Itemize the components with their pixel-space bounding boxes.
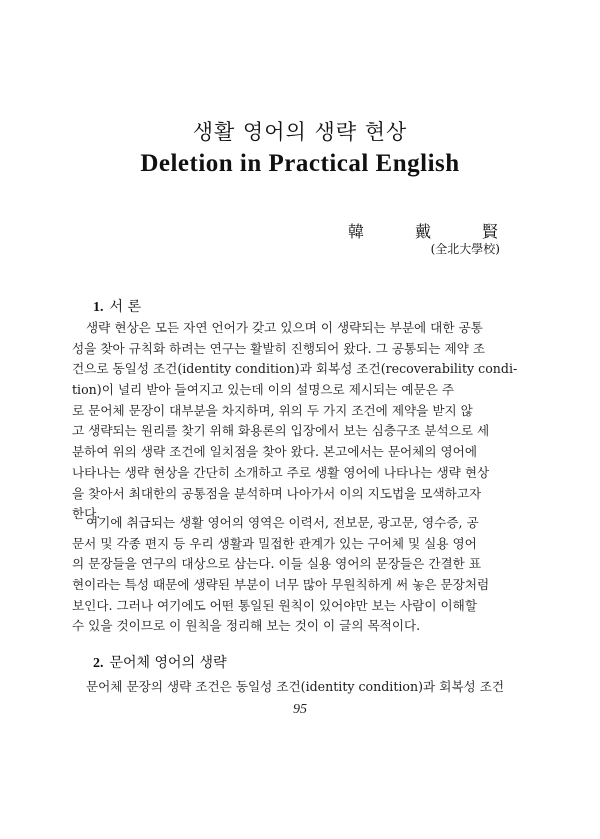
author-name [348, 219, 498, 242]
text-line: 을 찾아서 최대한의 공통점을 분석하며 나아가서 이의 지도법을 모색하고자 [72, 485, 482, 501]
text-line: 한다. [72, 506, 101, 522]
author-char-1: 韓 [348, 222, 365, 241]
section-1-paragraph-2 [72, 513, 530, 637]
section-2-number: 2. [93, 656, 104, 671]
section-2-paragraph-1 [72, 677, 530, 698]
text-line: 생략 현상은 모든 자연 언어가 갖고 있으며 이 생략되는 부분에 대한 공통 [86, 320, 483, 335]
text-line: 건으로 동일성 조건(identity condition)과 회복성 조건(recoverability condi- [72, 361, 518, 377]
text-line: 로 문어체 문장이 대부분을 차지하며, 위의 두 가지 조건에 제약을 받지 않 [72, 402, 473, 418]
section-1-paragraph-1 [72, 318, 530, 525]
author-char-3: 賢 [481, 222, 498, 241]
text-line: 문서 및 각종 편지 등 우리 생활과 밀접한 관계가 있는 구어체 및 실용 영어 [72, 535, 477, 551]
section-1-title: 서 론 [109, 299, 141, 315]
section-2-title: 문어체 영어의 생략 [109, 655, 227, 671]
text-line: 보인다. 그러나 여기에도 어떤 통일된 원칙이 있어야만 보는 사람이 이해할 [72, 597, 477, 613]
text-line: 나타나는 생략 현상을 간단히 소개하고 주로 생활 영어에 나타나는 생략 현상 [72, 464, 490, 480]
text-line: tion)이 널리 받아 들여지고 있는데 이의 설명으로 제시되는 예문은 주 [72, 382, 455, 398]
text-line: 성을 찾아 규칙화 하려는 연구는 활발히 진행되어 왔다. 그 공통되는 제약 조 [72, 340, 486, 356]
section-2-heading [93, 652, 227, 672]
author-affiliation: (全北大學校) [430, 242, 500, 256]
text-line: 문어체 문장의 생략 조건은 동일성 조건(identity condition)과 회복성 조건 [86, 679, 505, 694]
text-line: 고 생략되는 원리를 찾기 위해 화용론의 입장에서 보는 심층구조 분석으로 세 [72, 423, 490, 439]
author-char-2: 戴 [414, 222, 431, 241]
title-english: Deletion in Practical English [140, 150, 460, 177]
text-line: 수 있을 것이므로 이 원칙을 정리해 보는 것이 이 글의 목적이다. [72, 618, 421, 634]
title-korean: 생활 영어의 생략 현상 [192, 120, 408, 144]
page-number: 95 [293, 702, 307, 717]
text-line: 의 문장들을 연구의 대상으로 삼는다. 이들 실용 영어의 문장들은 간결한 표 [72, 556, 482, 572]
text-line: 여기에 취급되는 생활 영어의 영역은 이력서, 전보문, 광고문, 영수증, 공 [86, 515, 479, 530]
text-line: 현이라는 특성 때문에 생략된 부분이 너무 많아 무원칙하게 써 놓은 문장처럼 [72, 577, 490, 593]
section-1-heading [93, 296, 141, 316]
section-1-number: 1. [93, 300, 104, 315]
text-line: 분하여 위의 생략 조건에 일치점을 찾아 왔다. 본고에서는 문어체의 영어에 [72, 444, 477, 460]
